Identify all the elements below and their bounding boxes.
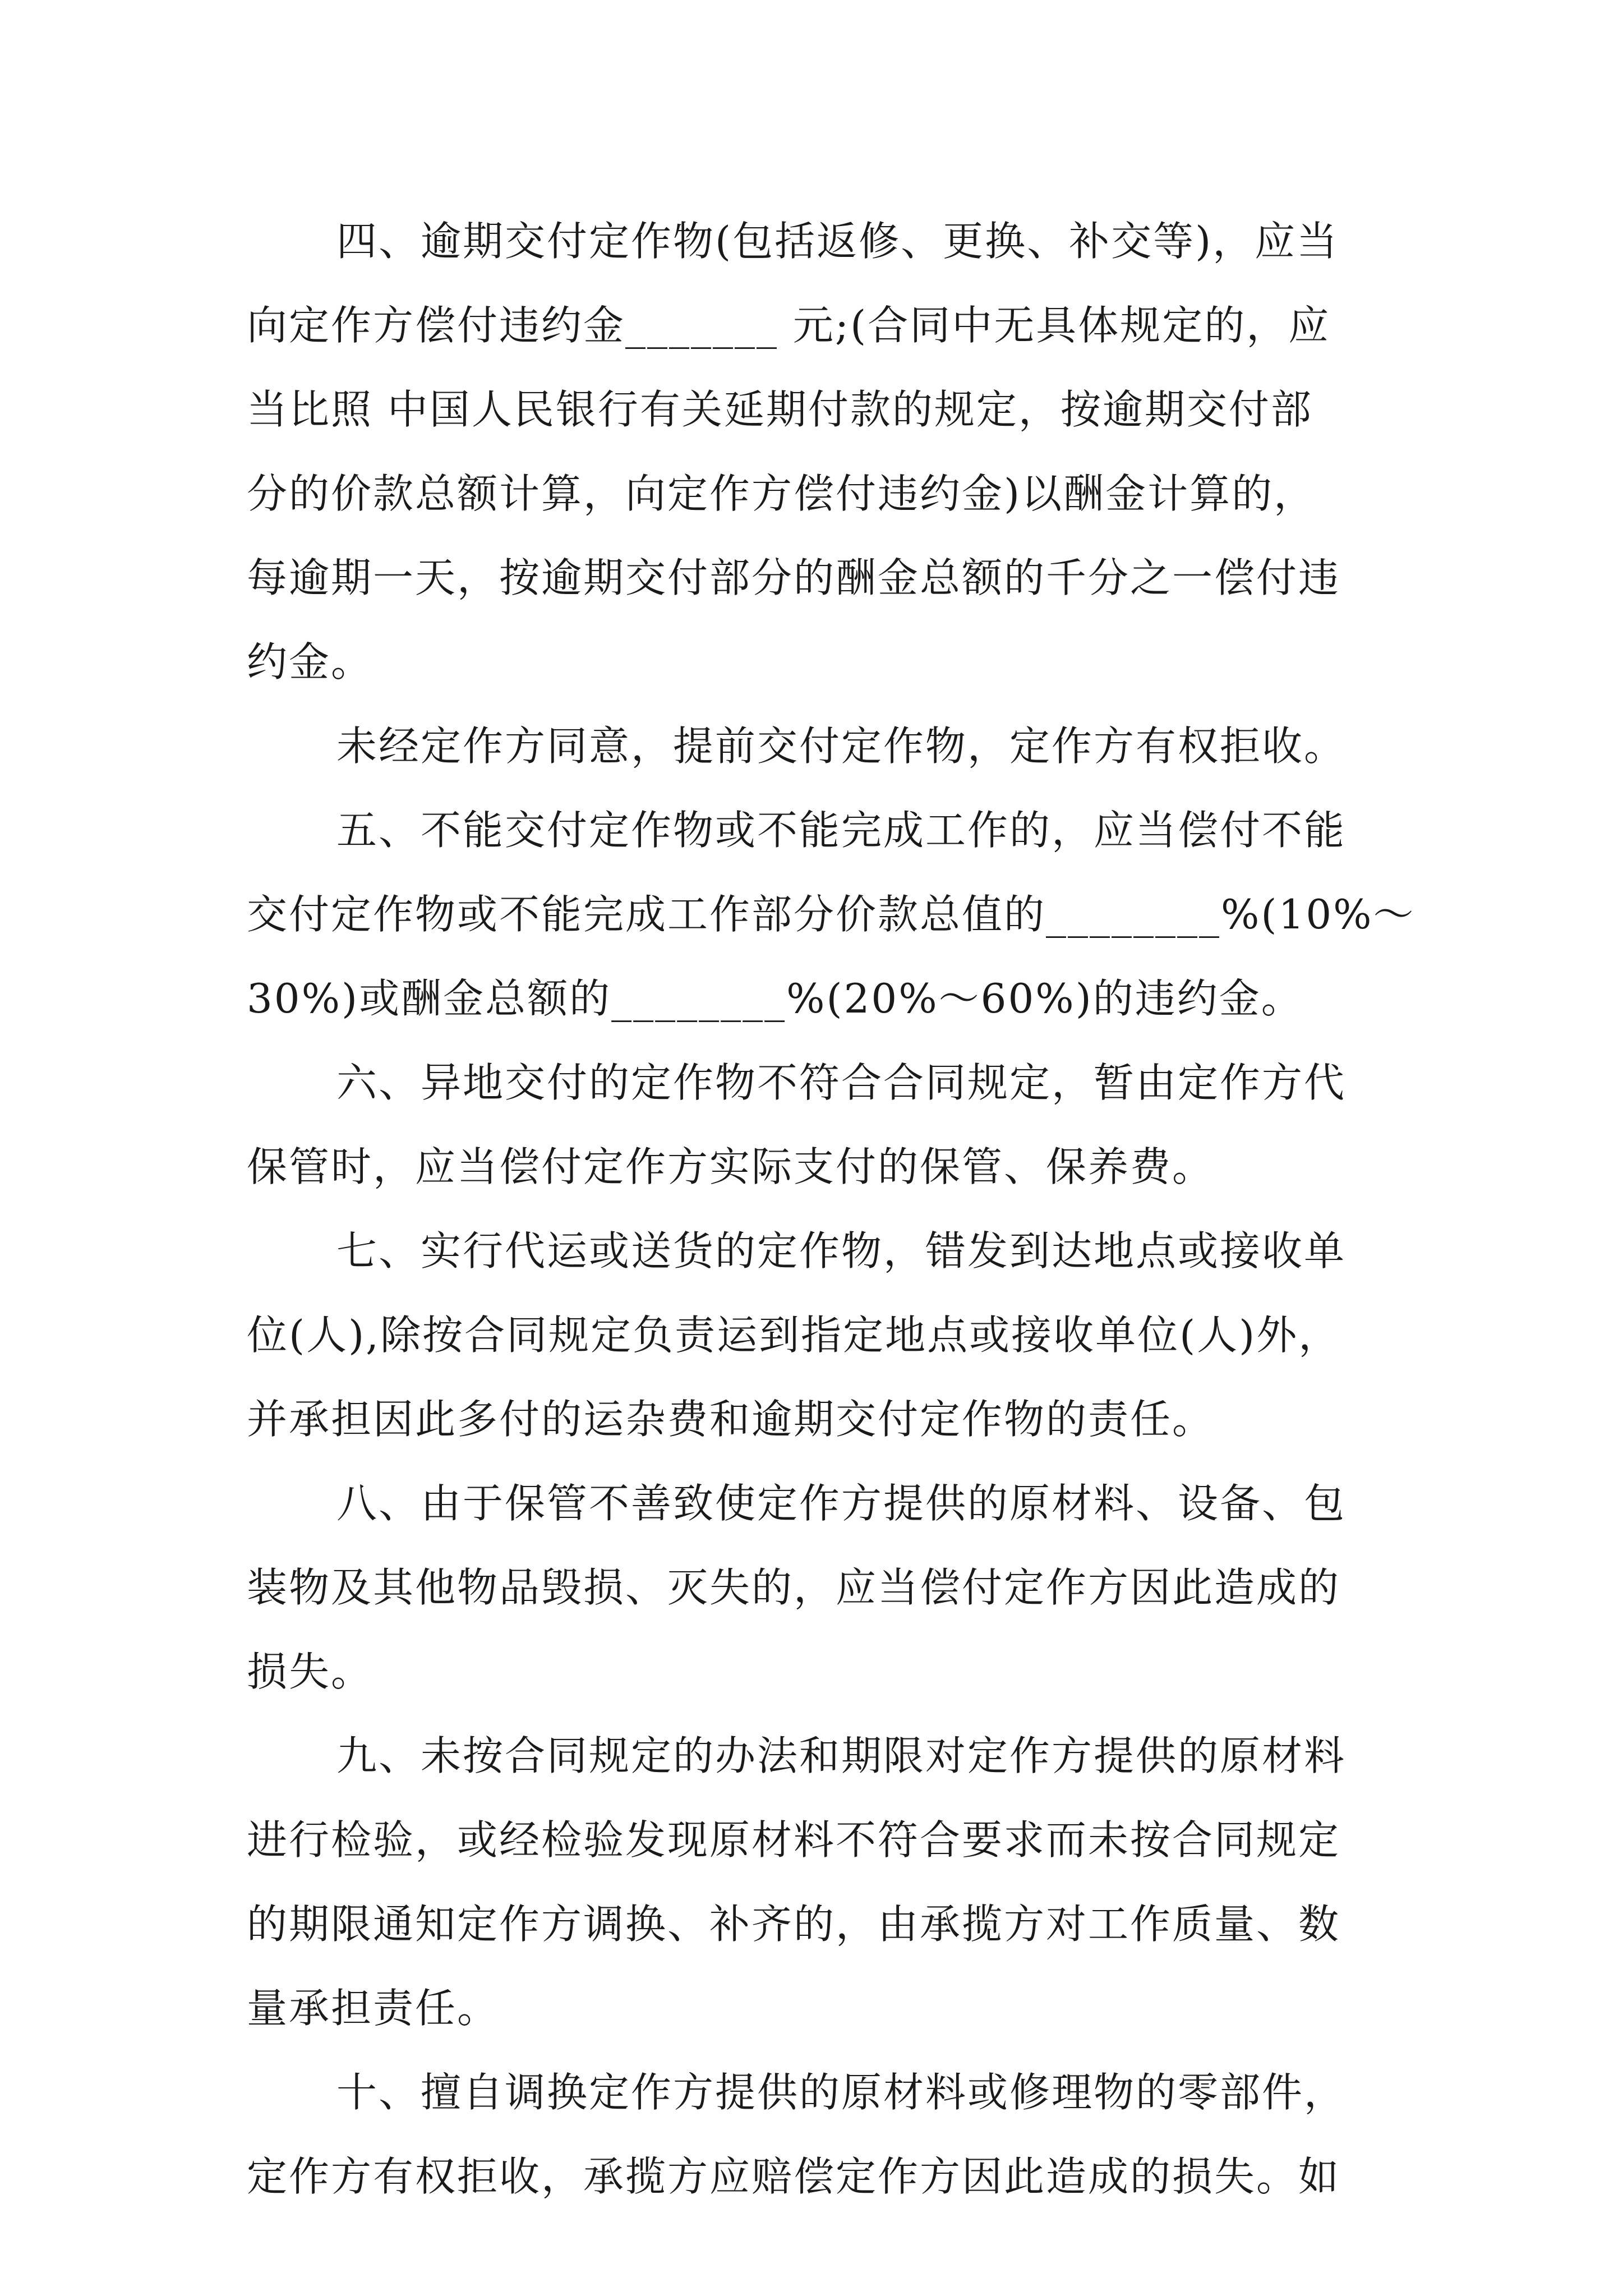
paragraph-6-line-2: 保管时，应当偿付定作方实际支付的保管、保养费。 [247,1143,1215,1190]
paragraph-5-line-1: 五、不能交付定作物或不能完成工作的，应当偿付不能 [336,807,1347,854]
paragraph-4-line-3: 当比照 中国人民银行有关延期付款的规定，按逾期交付部 [247,386,1313,433]
paragraph-4-line-4: 分的价款总额计算，向定作方偿付违约金)以酬金计算的， [247,470,1316,517]
paragraph-4-line-6: 约金。 [247,638,374,685]
paragraph-9-line-2: 进行检验，或经检验发现原材料不符合要求而未按合同规定 [247,1816,1341,1864]
paragraph-9-line-3: 的期限通知定作方调换、补齐的，由承揽方对工作质量、数 [247,1901,1341,1948]
paragraph-9-line-1: 九、未按合同规定的办法和期限对定作方提供的原材料 [336,1732,1347,1779]
paragraph-7-line-3: 并承担因此多付的运杂费和逾期交付定作物的责任。 [247,1396,1215,1443]
paragraph-7-line-2: 位(人),除按合同规定负责运到指定地点或接收单位(人)外， [247,1312,1341,1359]
paragraph-5-line-2: 交付定作物或不能完成工作部分价款总值的________%(10%～ [247,891,1415,938]
paragraph-4-line-1: 四、逾期交付定作物(包括返修、更换、补交等)，应当 [336,218,1339,265]
paragraph-7-line-1: 七、实行代运或送货的定作物，错发到达地点或接收单 [336,1227,1347,1274]
paragraph-10-line-2: 定作方有权拒收，承揽方应赔偿定作方因此造成的损失。如 [247,2153,1341,2200]
paragraph-9-line-4: 量承担责任。 [247,1985,500,2032]
paragraph-10-line-1: 十、擅自调换定作方提供的原材料或修理物的零部件， [336,2069,1347,2116]
paragraph-8-line-1: 八、由于保管不善致使定作方提供的原材料、设备、包 [336,1480,1347,1527]
paragraph-6-line-1: 六、异地交付的定作物不符合合同规定，暂由定作方代 [336,1059,1347,1106]
paragraph-8-line-3: 损失。 [247,1648,374,1695]
paragraph-4-line-5: 每逾期一天，按逾期交付部分的酬金总额的千分之一偿付违 [247,554,1341,601]
paragraph-4-line-2: 向定作方偿付违约金_______ 元;(合同中无具体规定的，应 [247,302,1331,349]
paragraph-early-delivery-line-1: 未经定作方同意，提前交付定作物，定作方有权拒收。 [336,723,1347,770]
paragraph-8-line-2: 装物及其他物品毁损、灭失的，应当偿付定作方因此造成的 [247,1564,1341,1611]
paragraph-5-line-3: 30%)或酬金总额的________%(20%～60%)的违约金。 [247,975,1303,1022]
